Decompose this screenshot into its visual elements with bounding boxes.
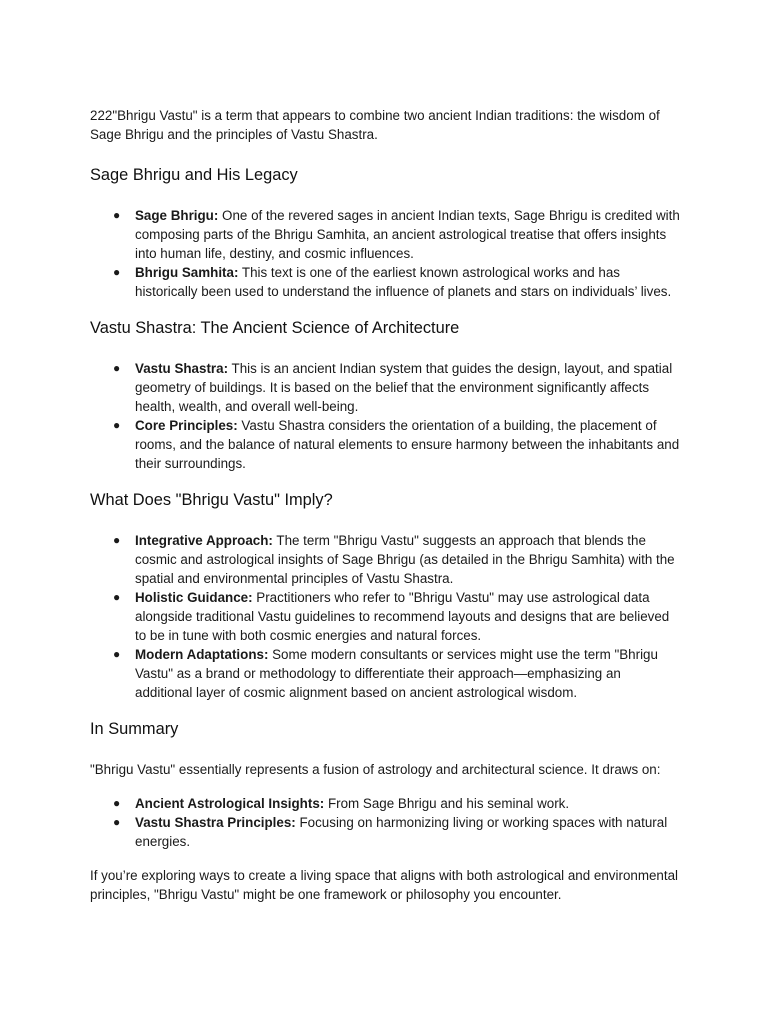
bullet-icon: ● <box>113 265 121 279</box>
list-item-term: Integrative Approach: <box>135 533 273 548</box>
section-heading-sage-bhrigu: Sage Bhrigu and His Legacy <box>90 166 298 184</box>
list-item-text: Focusing on harmonizing living or working spaces with natural energies. <box>135 815 668 849</box>
list-item-term: Vastu Shastra: <box>135 361 229 376</box>
bullet-icon: ● <box>113 647 121 661</box>
list-item-term: Holistic Guidance: <box>135 590 253 605</box>
section-heading-bhrigu-vastu-imply: What Does "Bhrigu Vastu" Imply? <box>90 491 333 509</box>
list-item-term: Ancient Astrological Insights: <box>135 796 325 811</box>
list-item-text: Practitioners who refer to "Bhrigu Vastu" may use astrological data alongside traditional Vastu guidelines to recommend layouts and designs that are believed to be in tune with both cosmic energies and natural forces. <box>135 590 670 643</box>
list-item <box>113 531 680 588</box>
closing-paragraph: If you’re exploring ways to create a living space that aligns with both astrological and environmental principles, "Bhrigu Vastu" might be one framework or philosophy you encounter. <box>90 868 679 902</box>
list-item <box>113 416 680 473</box>
bullet-list-summary <box>90 794 680 851</box>
list-item <box>113 645 680 702</box>
list-item <box>113 813 680 851</box>
list-item-term: Vastu Shastra Principles: <box>135 815 296 830</box>
list-item-term: Sage Bhrigu: <box>135 208 219 223</box>
bullet-list-vastu-shastra <box>90 359 680 473</box>
section-heading-summary: In Summary <box>90 720 179 738</box>
bullet-icon: ● <box>113 418 121 432</box>
list-item <box>113 359 680 416</box>
bullet-icon: ● <box>113 590 121 604</box>
list-item <box>113 794 680 813</box>
list-item <box>113 588 680 645</box>
list-item-text: This text is one of the earliest known astrological works and has historically been used to understand the influence of planets and stars on individuals’ lives. <box>135 265 672 299</box>
bullet-icon: ● <box>113 796 121 810</box>
list-item-text: One of the revered sages in ancient Indian texts, Sage Bhrigu is credited with composing parts of the Bhrigu Samhita, an ancient astrological treatise that offers insights into human life, destiny, and cosmic influences. <box>135 208 680 261</box>
list-item-text: From Sage Bhrigu and his seminal work. <box>324 796 570 811</box>
list-item <box>113 263 680 301</box>
bullet-list-sage-bhrigu <box>90 206 680 301</box>
list-item-text: Vastu Shastra considers the orientation of a building, the placement of rooms, and the balance of natural elements to ensure harmony between the inhabitants and their surroundings. <box>135 418 680 471</box>
bullet-icon: ● <box>113 208 121 222</box>
section-heading-vastu-shastra: Vastu Shastra: The Ancient Science of Architecture <box>90 319 460 337</box>
summary-intro-paragraph: "Bhrigu Vastu" essentially represents a fusion of astrology and architectural science. It draws on: <box>90 762 661 777</box>
list-item-text: The term "Bhrigu Vastu" suggests an approach that blends the cosmic and astrological insights of Sage Bhrigu (as detailed in the Bhrigu Samhita) with the spatial and environmental principles of Vastu Shastra. <box>135 533 675 586</box>
list-item-term: Modern Adaptations: <box>135 647 269 662</box>
intro-paragraph: 222"Bhrigu Vastu" is a term that appears to combine two ancient Indian traditions: the wisdom of Sage Bhrigu and the principles of Vastu Shastra. <box>90 108 660 142</box>
bullet-icon: ● <box>113 815 121 829</box>
bullet-icon: ● <box>113 533 121 547</box>
list-item-term: Core Principles: <box>135 418 238 433</box>
bullet-icon: ● <box>113 361 121 375</box>
list-item <box>113 206 680 263</box>
list-item-term: Bhrigu Samhita: <box>135 265 239 280</box>
bullet-list-bhrigu-vastu-imply <box>90 531 680 702</box>
list-item-text: Some modern consultants or services might use the term "Bhrigu Vastu" as a brand or methodology to differentiate their approach—emphasizing an additional layer of cosmic alignment based on ancient astrological wisdom. <box>135 647 658 700</box>
list-item-text: This is an ancient Indian system that guides the design, layout, and spatial geometry of buildings. It is based on the belief that the environment significantly affects health, wealth, and overall well-being. <box>135 361 673 414</box>
